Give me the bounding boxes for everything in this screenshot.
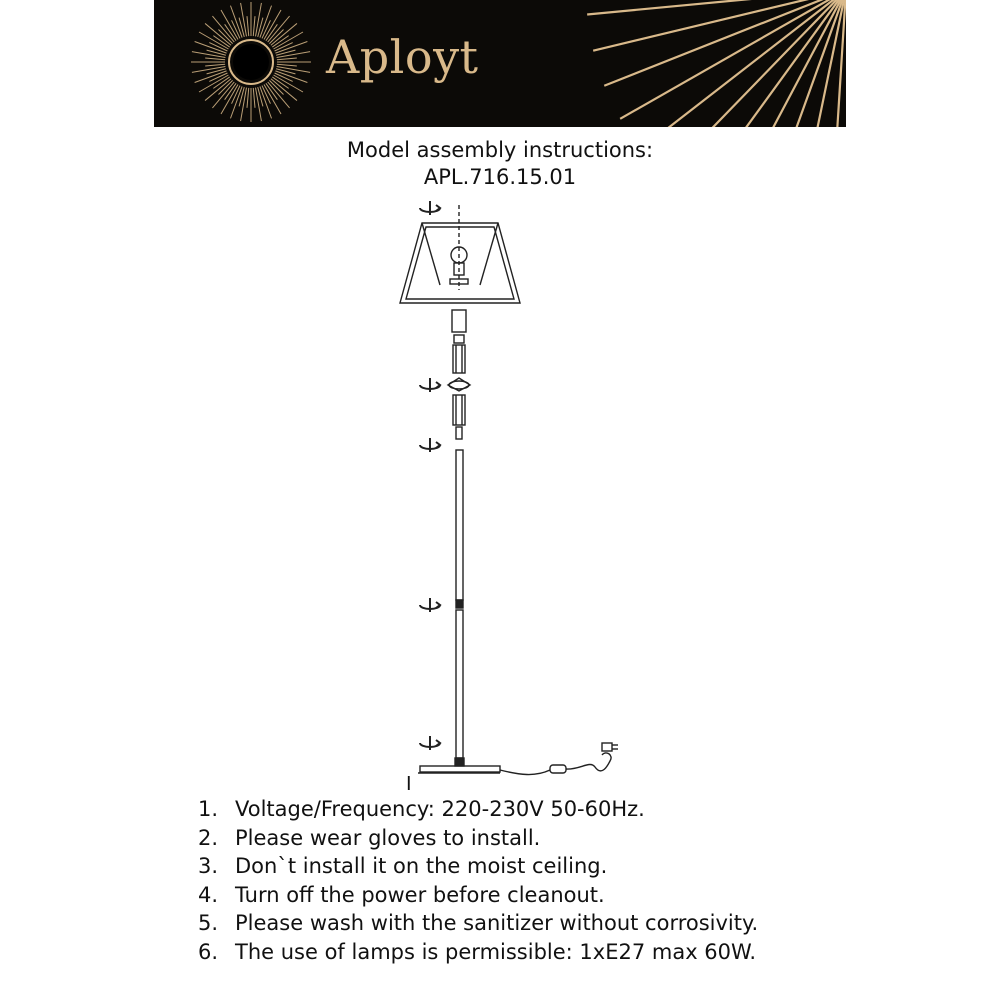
sun-ray bbox=[241, 3, 247, 36]
lamp-assembly-diagram bbox=[380, 195, 630, 795]
sun-ray bbox=[205, 64, 225, 66]
instruction-text: Turn off the power before cleanout. bbox=[235, 882, 605, 907]
sun-ray bbox=[277, 64, 297, 66]
instruction-text: Voltage/Frequency: 220-230V 50-60Hz. bbox=[235, 797, 645, 821]
instruction-number: 6. bbox=[198, 939, 219, 964]
sun-ray bbox=[205, 58, 225, 60]
instruction-number: 5. bbox=[198, 911, 219, 936]
plug bbox=[602, 743, 618, 751]
rotate-arrow-icon bbox=[420, 201, 440, 750]
sun-ray bbox=[277, 52, 310, 58]
instruction-number: 3. bbox=[198, 854, 219, 879]
model-number: APL.716.15.01 bbox=[423, 165, 577, 189]
lamp-shade bbox=[400, 205, 520, 303]
cord bbox=[500, 753, 611, 775]
instruction-text: Please wash with the sanitizer without corrosivity. bbox=[235, 911, 759, 936]
sun-ray bbox=[253, 88, 255, 108]
instruction-item bbox=[198, 795, 758, 824]
sun-ray bbox=[192, 52, 225, 58]
base-marker: I bbox=[406, 773, 412, 795]
sun-ray bbox=[256, 3, 262, 36]
instruction-number: 1. bbox=[198, 797, 219, 821]
sun-ray bbox=[247, 16, 249, 36]
brand-logo-text: Aployt bbox=[326, 30, 479, 84]
brand-banner bbox=[154, 0, 846, 127]
bulb bbox=[450, 247, 468, 284]
corner-ray bbox=[641, 0, 846, 127]
sunburst-icon bbox=[154, 0, 846, 127]
sun-ray bbox=[256, 88, 262, 121]
corner-ray bbox=[604, 0, 846, 86]
instruction-item bbox=[198, 938, 758, 967]
sun-ray bbox=[247, 88, 249, 108]
sun-ray bbox=[277, 67, 310, 73]
instruction-number: 2. bbox=[198, 825, 219, 850]
instruction-item bbox=[198, 909, 758, 938]
instruction-item bbox=[198, 881, 758, 910]
instruction-text: Please wear gloves to install. bbox=[235, 825, 541, 850]
sun-ray bbox=[253, 16, 255, 36]
base bbox=[418, 766, 500, 773]
sun-ray bbox=[277, 58, 297, 60]
stem-sections bbox=[448, 310, 470, 766]
corner-ray bbox=[830, 0, 846, 127]
corner-ray bbox=[724, 0, 846, 127]
instruction-text: The use of lamps is permissible: 1xE27 max 60W. bbox=[235, 939, 757, 964]
instruction-item bbox=[198, 852, 758, 881]
instruction-text: Don`t install it on the moist ceiling. bbox=[235, 854, 608, 879]
doc-title: Model assembly instructions: bbox=[346, 138, 654, 162]
instruction-number: 4. bbox=[198, 882, 219, 907]
sun-ray bbox=[241, 88, 247, 121]
instruction-list bbox=[198, 795, 758, 967]
instruction-item bbox=[198, 824, 758, 853]
sun-ray bbox=[192, 67, 225, 73]
